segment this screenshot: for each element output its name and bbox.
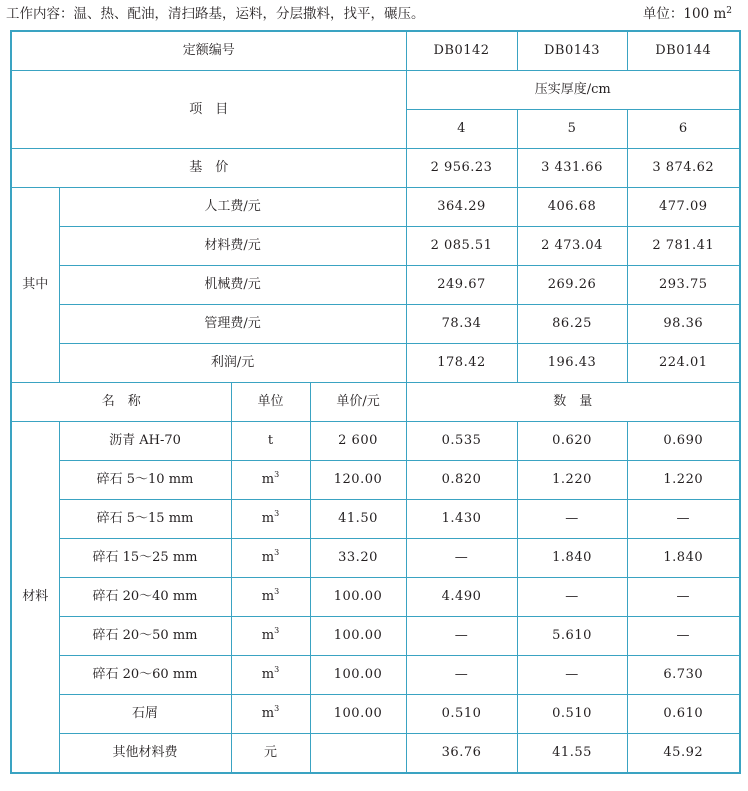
material-name: 沥青 AH-70 [59, 422, 231, 461]
material-qty: 5.610 [517, 617, 627, 656]
material-unit [231, 422, 310, 461]
material-row [11, 422, 740, 461]
material-qty: — [517, 578, 627, 617]
unit-label: 单位 [231, 383, 310, 422]
material-row [11, 734, 740, 774]
cost-label: 人工费/元 [59, 188, 406, 227]
thickness-header-row [11, 71, 740, 110]
material-qty: 1.840 [627, 539, 740, 578]
material-name: 石屑 [59, 695, 231, 734]
material-unit [231, 734, 310, 774]
material-name: 碎石 5～15 mm [59, 500, 231, 539]
material-unit-text: m [261, 550, 275, 565]
material-unit-text: m [261, 511, 275, 526]
material-unit-exponent: 3 [274, 509, 280, 518]
cost-cell: 364.29 [406, 188, 517, 227]
cost-cell: 86.25 [517, 305, 627, 344]
cost-cell: 269.26 [517, 266, 627, 305]
thickness-cell: 4 [406, 110, 517, 149]
thickness-label: 压实厚度/cm [406, 71, 740, 110]
material-unit-text: t [267, 433, 274, 448]
material-qty: — [627, 617, 740, 656]
material-qty: 41.55 [517, 734, 627, 774]
material-unit-exponent: 3 [274, 665, 280, 674]
material-qty: 0.610 [627, 695, 740, 734]
material-unit [231, 617, 310, 656]
material-price [310, 734, 406, 774]
thickness-cell: 5 [517, 110, 627, 149]
cost-label: 材料费/元 [59, 227, 406, 266]
material-qty: — [627, 500, 740, 539]
quota-table [10, 30, 741, 774]
material-name: 碎石 20～40 mm [59, 578, 231, 617]
material-qty: 6.730 [627, 656, 740, 695]
material-price: 100.00 [310, 656, 406, 695]
material-row [11, 656, 740, 695]
base-price-cell: 3 874.62 [627, 149, 740, 188]
material-qty: 36.76 [406, 734, 517, 774]
cost-cell: 2 085.51 [406, 227, 517, 266]
material-name: 碎石 15～25 mm [59, 539, 231, 578]
unit-note-exponent: 2 [726, 6, 732, 16]
material-price: 41.50 [310, 500, 406, 539]
unit-price-label: 单价/元 [310, 383, 406, 422]
material-qty: — [517, 500, 627, 539]
thickness-cell: 6 [627, 110, 740, 149]
material-price: 120.00 [310, 461, 406, 500]
code-cell: DB0144 [627, 31, 740, 71]
material-qty: 4.490 [406, 578, 517, 617]
material-name: 碎石 20～60 mm [59, 656, 231, 695]
material-name: 其他材料费 [59, 734, 231, 774]
material-unit [231, 656, 310, 695]
cost-label: 机械费/元 [59, 266, 406, 305]
material-unit-text: m [261, 706, 275, 721]
material-unit-text: m [261, 667, 275, 682]
item-label: 项 目 [11, 71, 406, 149]
material-label: 材料 [11, 422, 59, 774]
cost-cell: 98.36 [627, 305, 740, 344]
base-price-cell: 3 431.66 [517, 149, 627, 188]
base-price-cell: 2 956.23 [406, 149, 517, 188]
code-cell: DB0142 [406, 31, 517, 71]
cost-label: 利润/元 [59, 344, 406, 383]
material-unit-text: m [261, 472, 275, 487]
material-unit-exponent: 3 [274, 626, 280, 635]
material-unit-text: 元 [263, 745, 277, 760]
material-unit-text: m [261, 589, 275, 604]
material-qty: — [406, 617, 517, 656]
material-price: 100.00 [310, 695, 406, 734]
material-unit-text: m [261, 628, 275, 643]
cost-cell: 196.43 [517, 344, 627, 383]
code-cell: DB0143 [517, 31, 627, 71]
cost-cell: 224.01 [627, 344, 740, 383]
material-header-row [11, 383, 740, 422]
material-row [11, 578, 740, 617]
code-label: 定额编号 [11, 31, 406, 71]
material-qty: 0.510 [406, 695, 517, 734]
material-name: 碎石 20～50 mm [59, 617, 231, 656]
material-qty: 45.92 [627, 734, 740, 774]
cost-cell: 2 473.04 [517, 227, 627, 266]
material-qty: 1.840 [517, 539, 627, 578]
cost-cell: 78.34 [406, 305, 517, 344]
material-qty: 0.620 [517, 422, 627, 461]
base-price-row [11, 149, 740, 188]
quantity-label: 数 量 [406, 383, 740, 422]
cost-cell: 477.09 [627, 188, 740, 227]
among-label: 其中 [11, 188, 59, 383]
base-price-label: 基 价 [11, 149, 406, 188]
material-price: 2 600 [310, 422, 406, 461]
material-qty: 0.690 [627, 422, 740, 461]
cost-cell: 293.75 [627, 266, 740, 305]
material-qty: 1.220 [517, 461, 627, 500]
material-qty: — [406, 539, 517, 578]
material-price: 33.20 [310, 539, 406, 578]
material-qty: 0.510 [517, 695, 627, 734]
material-price: 100.00 [310, 617, 406, 656]
material-row [11, 539, 740, 578]
cost-cell: 406.68 [517, 188, 627, 227]
cost-row [11, 266, 740, 305]
cost-cell: 2 781.41 [627, 227, 740, 266]
material-unit-exponent: 3 [274, 470, 280, 479]
work-content: 工作内容：温、热、配油，清扫路基，运料，分层撒料，找平，碾压。 [6, 6, 425, 22]
material-name: 碎石 5～10 mm [59, 461, 231, 500]
cost-label: 管理费/元 [59, 305, 406, 344]
material-qty: 1.220 [627, 461, 740, 500]
cost-row [11, 227, 740, 266]
material-qty: 0.820 [406, 461, 517, 500]
material-qty: — [517, 656, 627, 695]
unit-note-text: 单位：100 m [642, 6, 727, 22]
name-label: 名 称 [11, 383, 231, 422]
material-unit [231, 500, 310, 539]
material-row [11, 500, 740, 539]
code-row [11, 31, 740, 71]
material-price: 100.00 [310, 578, 406, 617]
material-qty: 1.430 [406, 500, 517, 539]
cost-row [11, 344, 740, 383]
header-line [6, 4, 742, 24]
material-unit [231, 578, 310, 617]
material-row [11, 461, 740, 500]
cost-cell: 249.67 [406, 266, 517, 305]
cost-row [11, 305, 740, 344]
material-unit-exponent: 3 [274, 587, 280, 596]
material-qty: — [627, 578, 740, 617]
material-row [11, 695, 740, 734]
material-unit-exponent: 3 [274, 704, 280, 713]
material-unit-exponent: 3 [274, 548, 280, 557]
material-unit [231, 695, 310, 734]
material-qty: — [406, 656, 517, 695]
material-unit [231, 461, 310, 500]
cost-row [11, 188, 740, 227]
material-row [11, 617, 740, 656]
cost-cell: 178.42 [406, 344, 517, 383]
unit-note [643, 4, 732, 24]
material-unit [231, 539, 310, 578]
material-qty: 0.535 [406, 422, 517, 461]
